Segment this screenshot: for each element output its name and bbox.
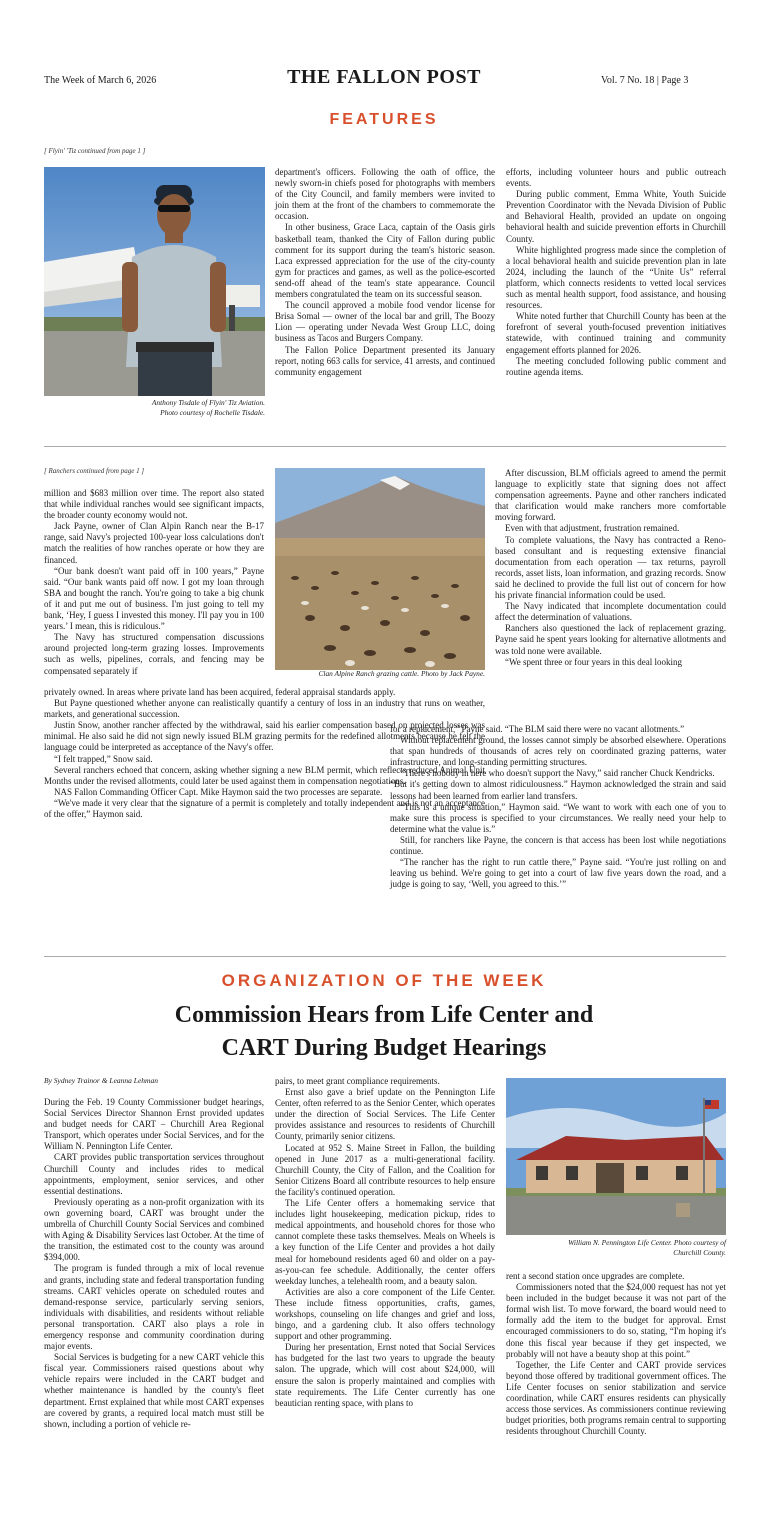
paragraph: “But it's getting down to almost ridiculousness.” Haymon acknowledged the strain and said lessons had been learned from earlier land transfers. <box>390 779 726 801</box>
article-column-1 <box>44 488 264 677</box>
paragraph: The council approved a mobile food vendor license for Brisa Somal — owner of the local bar and grill, The Boozy Lion — operating under Nevada West Group LLC, doing business as Tacos and Burgers Company. <box>275 300 495 344</box>
paragraph: Still, for ranchers like Payne, the concern is that access has been lost while negotiations continue. <box>390 834 726 857</box>
paragraph: The Navy has structured compensation discussions around projected long-term grazing losses. Improvements such as wells, pipelines, corrals, and fencing may be compensated separately if <box>44 632 264 676</box>
article-column-2 <box>275 1076 495 1409</box>
article-column-1 <box>44 1097 264 1430</box>
paragraph: “There's nobody in here who doesn't support the Navy,” said rancher Chuck Kendricks. <box>400 768 715 779</box>
paragraph: Commissioners noted that the $24,000 request has not yet been included in the budget because it was not part of the formal wish list. To move forward, the board would need to formally add the item to the budget for approval. Ernst encouraged commissioners to do so, stating, “I'm hoping it's done this fiscal year because if they get inspected, we probably will not have a beauty shop at this point.” <box>506 1282 726 1359</box>
paragraph: “We've made it very clear that the signature of a permit is completely and totally independent and is not an acceptance of the offer,” Haymon said. <box>44 797 485 820</box>
photo-caption-cattle: Clan Alpine Ranch grazing cattle. Photo by Jack Payne. <box>318 669 485 678</box>
paragraph: rent a second station once upgrades are complete. <box>506 1271 685 1281</box>
paragraph: Without replacement ground, the losses cannot simply be absorbed elsewhere. Operations that span hundreds of thousands of acres rely on coordinated grazing patterns, water infrastructure, and long-standing permitting structures. <box>390 735 726 768</box>
photo-caption-pilot: Anthony Tisdale of Flyin' Tiz Aviation. Photo courtesy of Rochelle Tisdale. <box>151 398 265 417</box>
continued-note: [ Flyin' 'Tiz continued from page 1 ] <box>44 147 146 155</box>
byline: By Sydney Trainor & Leanna Lehman <box>44 1076 158 1085</box>
paragraph: million and $683 million over time. The report also stated that while individual ranches would see significant impacts, the broader county economy would not. <box>44 488 264 521</box>
article-column-3 <box>506 167 726 378</box>
paragraph: Several ranchers echoed that concern, asking whether signing a new BLM permit, which reflects reduced Animal Unit Months under the revised allotments, could later be used against them in compensation negotiations. <box>44 764 485 786</box>
photo-pilot <box>44 167 265 396</box>
paragraph: The Fallon Police Department presented its January report, noting 663 calls for service, 41 arrests, and continued community engagement <box>275 344 495 377</box>
photo-caption-life-center: William N. Pennington Life Center. Photo courtesy of Churchill County. <box>568 1238 726 1257</box>
paragraph: Ernst also gave a brief update on the Pennington Life Center, often referred to as the Senior Center, which operates under the direction of Social Services. The Life Center provides assistance and resources to residents of Churchill County, primarily senior citizens. <box>275 1087 495 1142</box>
article-column-2 <box>275 167 495 378</box>
paragraph: After discussion, BLM officials agreed to amend the permit language to explicitly state that signing does not affect compensation agreements. Payne and other ranchers indicated that clarification would make ranchers more comfortable moving forward. <box>495 468 726 523</box>
continued-note: [ Ranchers continued from page 1 ] <box>44 467 145 475</box>
paragraph: for a replacement,” Payne said. “The BLM said there were no vacant allotments.” <box>390 724 685 734</box>
paragraph: To complete valuations, the Navy has contracted a Reno-based consultant and is requesting extensive financial documentation from each operation — tax returns, payroll records, asset lists, loan information, and grazing records. Snow said he declined to provide the full list out of concern for how his private financial information could be used. <box>495 534 726 601</box>
paragraph: pairs, to meet grant compliance requirements. <box>275 1076 440 1086</box>
paragraph: During public comment, Emma White, Youth Suicide Prevention Coordinator with the Nevada Division of Public and Behavioral Health, provided an update on ongoing behavioral health and suicide prevention efforts in Churchill County. <box>506 189 726 244</box>
paragraph: “We spent three or four years in this deal looking <box>505 656 682 667</box>
paragraph: CART provides public transportation services throughout Churchill County and includes rides to medical appointments, employment, senior services, and other essential destinations. <box>44 1152 264 1196</box>
article-wide-right <box>390 724 726 890</box>
paragraph: But Payne questioned whether anyone can realistically quantify a century of loss in an industry that runs on weather, markets, and generational succession. <box>44 698 485 720</box>
paragraph: In other business, Grace Laca, captain of the Oasis girls basketball team, thanked the City of Fallon during public comment for its support during the team's historic season. Laca expressed appreciation for the use of the city-county gym for practices and games, as well as the police-escorted send-off ahead of the team's state appearance. Council members congratulated the team on its successful season. <box>275 222 495 300</box>
section-heading-features: FEATURES <box>329 111 439 128</box>
article-column-3 <box>495 468 726 668</box>
section-divider <box>44 956 726 957</box>
paragraph: “I felt trapped,” Snow said. <box>54 753 153 764</box>
photo-life-center <box>506 1078 726 1235</box>
article-headline: Commission Hears from Life Center and CART During Budget Hearings <box>174 1002 594 1061</box>
paragraph: The Life Center offers a homemaking service that includes light housekeeping, medication pickup, rides to medical appointments, and household chores for those who cannot complete these tasks themselves. Meals on Wheels is a key function of the Life Center and provides a hot daily meal for homebound residents aged 60 and older on a pay-as-you-can fee schedule. Additionally, the center offers weekday lunches, a telehealth room, and a beauty salon. <box>275 1198 495 1286</box>
paragraph: efforts, including volunteer hours and public outreach events. <box>506 167 726 189</box>
section-divider <box>44 446 726 447</box>
paragraph: Even with that adjustment, frustration remained. <box>505 523 680 534</box>
photo-cattle <box>275 468 485 670</box>
paragraph: During her presentation, Ernst noted that Social Services has budgeted for the last two years to upgrade the beauty salon. The upgrade, which will cost about $24,000, will ensure the salon is properly maintained and complies with state requirements. The Life Center currently has one beautician renting space, with plans to <box>275 1342 495 1408</box>
paragraph: “The rancher has the right to run cattle there,” Payne said. “You're just rolling on and leaving us behind. We're going to get into a court of law five years down the road, and a judge is going to say, ‘Well, you agreed to this.’” <box>390 857 726 890</box>
paragraph: “This is a unique situation,” Haymon said. “We want to work with each one of you to make sure this process is specified to your circumstances. We really need your help to determine what the value is.” <box>390 801 726 834</box>
issue-date: The Week of March 6, 2026 <box>44 75 157 86</box>
paragraph: “Our bank doesn't want paid off in 100 years,” Payne said. “Our bank wants paid off now. I got my loan through SBA and bought the ranch. You're going to take a big chunk of it and put me out of business. I'm just going to tell my bank, ‘Hey, I guess I invested this money. I'll pay you in 100 years.’ I mean, this is ridiculous.” <box>44 565 264 632</box>
paragraph: Located at 952 S. Maine Street in Fallon, the building opened in June 2017 as a multi-generational facility. Churchill County, the City of Fallon, and the Coalition for Senior Citizens Board all contribute resources to help ensure the facility's continued operation. <box>275 1142 495 1197</box>
paragraph: department's officers. Following the oath of office, the newly sworn-in chiefs posed for photographs with members of the City Council, and family members were invited to join them at the front of the chambers to commemorate the occasion. <box>275 167 495 222</box>
paragraph: Together, the Life Center and CART provide services beyond those offered by traditional government offices. The Life Center focuses on senior stabilization and service coordination, while CART ensures residents can physically access those services. As commissioners continue reviewing budget priorities, both programs remain central to supporting residents throughout Churchill County. <box>506 1359 726 1437</box>
section-heading-organization: ORGANIZATION OF THE WEEK <box>221 971 547 990</box>
paragraph: Previously operating as a non-profit organization with its own governing board, CART was brought under the umbrella of Churchill County Social Services and combined with Aging & Disability Services last October. At the time of the transition, the estimated cost to the county was around $394,000. <box>44 1196 264 1263</box>
issue-number: Vol. 7 No. 18 | Page 3 <box>601 75 689 86</box>
paragraph: White highlighted progress made since the completion of a local behavioral health and suicide prevention plan in late 2024, including the launch of the “Unite Us” referral platform, which connects residents to vetted local services such as mental health support, food assistance, and housing resources. <box>506 244 726 311</box>
paragraph: The program is funded through a mix of local revenue and grants, including state and federal transportation funding streams. CART vehicles operate on scheduled routes and demand-response service, particularly serving seniors, individuals with disabilities, and residents without reliable personal transportation. CART also plays a role in emergency response and community coordination during major events. <box>44 1263 264 1352</box>
paragraph: White noted further that Churchill County has been at the forefront of several youth-focused prevention initiatives statewide, with continued training and community engagement efforts planned for 2026. <box>506 311 726 355</box>
paragraph: Activities are also a core component of the Life Center. These include fitness opportunities, crafts, games, workshops, counseling on life changes and grief and loss, bingo, and a gardening club. It also offers technology support and other programming. <box>275 1286 495 1342</box>
paragraph: The Navy indicated that incomplete documentation could affect the determination of valuations. <box>495 601 726 623</box>
paragraph: NAS Fallon Commanding Officer Capt. Mike Haymon said the two processes are separate. <box>54 786 383 797</box>
article-column-3 <box>506 1271 726 1437</box>
paragraph: Jack Payne, owner of Clan Alpin Ranch near the B-17 range, said Navy's projected 100-year loss calculations don't match the realities of how ranches operate or how they are financed. <box>44 521 264 565</box>
paragraph: Social Services is budgeting for a new CART vehicle this fiscal year. Commissioners raised questions about why vehicle repairs were included in the CART budget and whether maintenance is handled by the county's fleet department. Ernst explained that while most CART expenses are covered by grants, a required local match must still be shown, including a portion of vehicle re- <box>44 1352 264 1429</box>
paragraph: privately owned. In areas where private land has been acquired, federal appraisal standards apply. <box>44 687 396 697</box>
paragraph: During the Feb. 19 County Commissioner budget hearings, Social Services Director Shannon Ernst provided updates and budget needs for CART – Churchill Area Regional Transport, which operates under Social Services, and for the William N. Pennington Life Center. <box>44 1097 264 1152</box>
paragraph: Ranchers also questioned the lack of replacement grazing. Payne said he spent years looking for alternative allotments and was told none were available. <box>495 623 726 656</box>
paragraph: Justin Snow, another rancher affected by the withdrawal, said his earlier compensation based on projected losses was minimal. He also said he did not sign newly issued BLM grazing permits for the redefined allotments because he felt the language could be interpreted as acceptance of the Navy's offer. <box>44 720 485 753</box>
newspaper-title: THE FALLON POST <box>287 66 481 88</box>
paragraph: The meeting concluded following public comment and routine agenda items. <box>506 355 726 377</box>
